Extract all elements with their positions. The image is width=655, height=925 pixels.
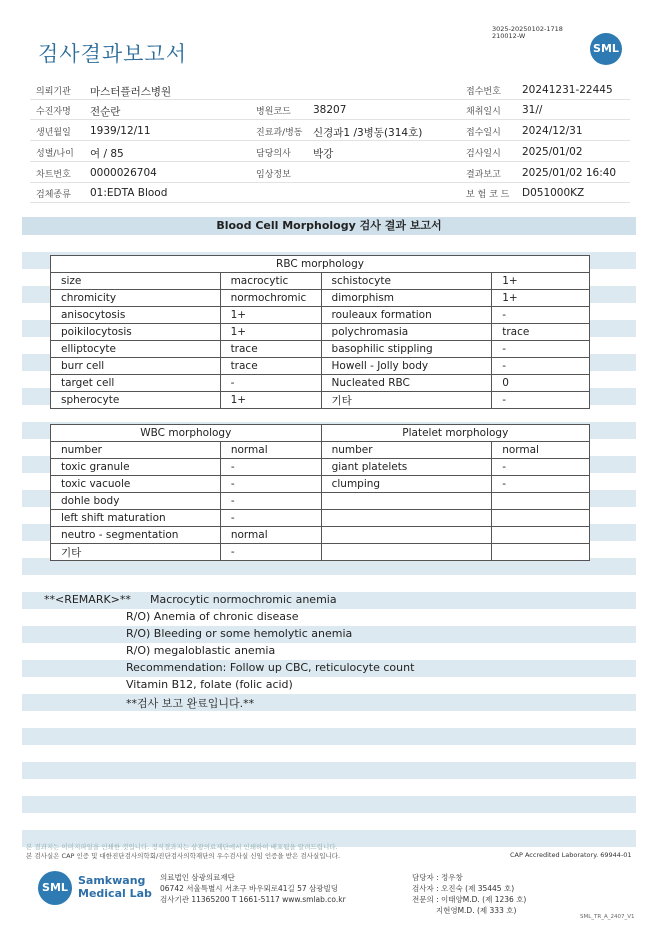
info-value: 2024/12/31 [522, 125, 583, 137]
info-label: 의뢰기관 [36, 87, 71, 97]
table-item-name: giant platelets [321, 459, 492, 476]
rbc-morphology-table [50, 255, 590, 409]
info-value: 38207 [313, 104, 347, 116]
table-item-result: normal [220, 527, 321, 544]
table-item-result: - [220, 510, 321, 527]
info-row [30, 121, 630, 141]
info-label: 생년월일 [36, 128, 71, 138]
table-item-name [321, 544, 492, 561]
org-name-line-1: Samkwang [78, 874, 146, 887]
remark-line: Macrocytic normochromic anemia [150, 593, 337, 606]
table-row [51, 476, 590, 493]
table-item-result: trace [492, 324, 590, 341]
staff-line: 지현영M.D. (제 333 호) [412, 906, 517, 915]
info-label: 임상정보 [256, 170, 291, 180]
info-value: 박강 [313, 148, 334, 160]
table-item-result: - [220, 476, 321, 493]
table-item-result: - [492, 358, 590, 375]
info-row [30, 100, 630, 120]
info-value: 마스터플러스병원 [90, 86, 172, 98]
info-value: 1939/12/11 [90, 125, 151, 137]
table-item-name [321, 510, 492, 527]
table-item-name: clumping [321, 476, 492, 493]
table-item-name: 기타 [321, 392, 492, 409]
info-label: 수진자명 [36, 107, 71, 117]
report-title: Blood Cell Morphology 검사 결과 보고서 [22, 217, 636, 235]
table-item-result [492, 527, 590, 544]
info-value: 2025/01/02 16:40 [522, 167, 617, 179]
platelet-table-header: Platelet morphology [321, 425, 589, 442]
table-row [51, 392, 590, 409]
info-value: 31// [522, 104, 543, 116]
info-value: 20241231-22445 [522, 84, 613, 96]
table-item-result: trace [220, 341, 321, 358]
table-item-result: 1+ [492, 273, 590, 290]
table-row [51, 493, 590, 510]
table-row [51, 459, 590, 476]
table-item-result [492, 544, 590, 561]
table-item-result: - [220, 544, 321, 561]
table-row [51, 324, 590, 341]
remark-line: R/O) megaloblastic anemia [126, 644, 276, 657]
table-item-result: - [492, 476, 590, 493]
info-value: 여 / 85 [90, 148, 124, 160]
remark-line: Recommendation: Follow up CBC, reticulocyte count [126, 661, 415, 674]
info-row [30, 80, 630, 100]
info-label: 접수일시 [466, 128, 501, 138]
info-value: 0000026704 [90, 167, 157, 179]
info-label: 성별/나이 [36, 149, 74, 159]
table-item-result: - [220, 375, 321, 392]
footer-org-name [78, 874, 152, 900]
remark-line: R/O) Bleeding or some hemolytic anemia [126, 627, 353, 640]
info-label: 보 험 코 드 [466, 190, 510, 200]
row-band [22, 762, 636, 779]
table-row [51, 544, 590, 561]
table-item-name: neutro - segmentation [51, 527, 221, 544]
table-row [51, 375, 590, 392]
footer-address [160, 872, 346, 905]
table-item-result: normal [220, 442, 321, 459]
staff-line: 담당자 : 정우창 [412, 873, 463, 882]
wbc-table-header: WBC morphology [51, 425, 322, 442]
table-row [51, 290, 590, 307]
table-item-name: chromicity [51, 290, 221, 307]
info-label: 채취일시 [466, 107, 501, 117]
table-item-name: dimorphism [321, 290, 492, 307]
table-item-result [492, 493, 590, 510]
remark-line: R/O) Anemia of chronic disease [126, 610, 299, 623]
address-line: 검사기관 11365200 T 1661-5117 www.smlab.co.kr [160, 895, 346, 904]
info-label: 진료과/병동 [256, 128, 303, 138]
remark-label: **<REMARK>** [44, 593, 131, 606]
page-title: 검사결과보고서 [38, 42, 188, 66]
table-item-result: 1+ [220, 307, 321, 324]
address-line: 의료법인 삼광의료재단 [160, 873, 235, 882]
footer-note-accreditation: 본 검사실은 CAP 인증 및 대한진단검사의학회/진단검사의학재단의 우수검사실 신임 인증을 받은 검사실입니다. [26, 852, 341, 860]
table-item-result: - [220, 493, 321, 510]
remark-line: Vitamin B12, folate (folic acid) [126, 678, 293, 691]
row-band [22, 728, 636, 745]
table-item-result: 1+ [492, 290, 590, 307]
table-item-name: Nucleated RBC [321, 375, 492, 392]
remark-line: **검사 보고 완료입니다.** [126, 697, 255, 710]
table-item-result: - [492, 392, 590, 409]
table-item-result: trace [220, 358, 321, 375]
table-item-name: toxic granule [51, 459, 221, 476]
info-label: 접수번호 [466, 87, 501, 97]
sml-logo: SML [590, 33, 622, 65]
table-item-name: 기타 [51, 544, 221, 561]
footer-sml-logo: SML [38, 871, 72, 905]
table-item-name: left shift maturation [51, 510, 221, 527]
table-item-name: spherocyte [51, 392, 221, 409]
table-row [51, 358, 590, 375]
table-item-result: - [492, 459, 590, 476]
table-item-result: macrocytic [220, 273, 321, 290]
footer-staff [412, 872, 526, 916]
table-row [51, 341, 590, 358]
info-value: 01:EDTA Blood [90, 187, 168, 199]
row-band [22, 694, 636, 711]
footer-note-print: 본 결과지는 이미지파일을 인쇄한 것입니다. 정식결과지는 삼광의료재단에서 인쇄하여 배포됨을 알려드립니다. [26, 843, 338, 851]
table-row [51, 273, 590, 290]
info-row [30, 142, 630, 162]
table-item-name: target cell [51, 375, 221, 392]
info-value: D051000KZ [522, 187, 585, 199]
table-item-result: 1+ [220, 324, 321, 341]
table-item-name [321, 527, 492, 544]
info-value: 전순란 [90, 106, 121, 118]
table-item-result: normochromic [220, 290, 321, 307]
table-item-name: size [51, 273, 221, 290]
staff-line: 전문의 : 이태양M.D. (제 1236 호) [412, 895, 527, 904]
org-name-line-2: Medical Lab [78, 887, 152, 900]
table-item-result: normal [492, 442, 590, 459]
wbc-platelet-table [50, 424, 590, 561]
table-item-name: basophilic stippling [321, 341, 492, 358]
table-item-result: - [492, 307, 590, 324]
form-code: SML_TR_A_2407_V1 [580, 914, 635, 920]
info-row [30, 183, 630, 203]
table-item-name: toxic vacuole [51, 476, 221, 493]
table-row [51, 527, 590, 544]
info-label: 차트번호 [36, 170, 71, 180]
table-item-result: 0 [492, 375, 590, 392]
table-item-name: burr cell [51, 358, 221, 375]
table-item-name: polychromasia [321, 324, 492, 341]
info-value: 신경과1 /3병동(314호) [313, 127, 423, 139]
table-item-name: anisocytosis [51, 307, 221, 324]
table-row [51, 442, 590, 459]
table-item-result: - [492, 341, 590, 358]
address-line: 06742 서울특별시 서초구 바우뫼로41길 57 삼광빌딩 [160, 884, 339, 893]
document-id [492, 26, 563, 40]
info-label: 검사일시 [466, 149, 501, 159]
document-id-line-2: 210012-W [492, 32, 526, 40]
table-item-name: rouleaux formation [321, 307, 492, 324]
table-item-result: - [220, 459, 321, 476]
table-item-name: number [321, 442, 492, 459]
table-item-name: Howell - Jolly body [321, 358, 492, 375]
table-item-name [321, 493, 492, 510]
cap-accreditation: CAP Accredited Laboratory. 69944-01 [510, 851, 632, 859]
table-item-name: elliptocyte [51, 341, 221, 358]
table-item-name: schistocyte [321, 273, 492, 290]
info-value: 2025/01/02 [522, 146, 583, 158]
table-item-name: poikilocytosis [51, 324, 221, 341]
document-id-line-1: 3025-20250102-1718 [492, 25, 563, 33]
info-label: 검체종류 [36, 190, 71, 200]
row-band [22, 796, 636, 813]
table-row [51, 510, 590, 527]
table-item-result [492, 510, 590, 527]
table-item-name: dohle body [51, 493, 221, 510]
table-item-name: number [51, 442, 221, 459]
info-label: 병원코드 [256, 107, 291, 117]
info-row [30, 163, 630, 183]
info-label: 담당의사 [256, 149, 291, 159]
rbc-table-header: RBC morphology [51, 256, 590, 273]
table-item-result: 1+ [220, 392, 321, 409]
staff-line: 검사자 : 오진숙 (제 35445 호) [412, 884, 515, 893]
table-row [51, 307, 590, 324]
info-label: 결과보고 [466, 170, 501, 180]
